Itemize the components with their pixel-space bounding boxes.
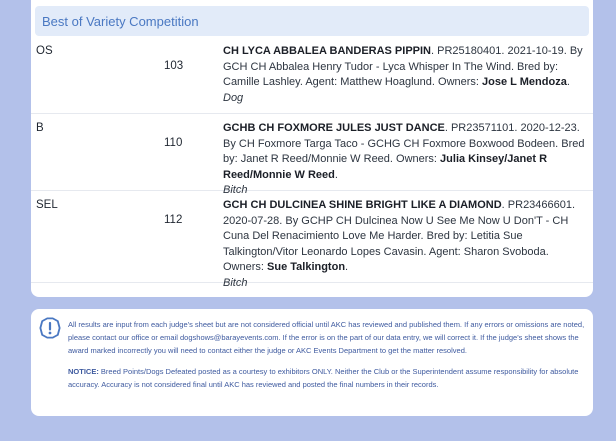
dog-sex: Bitch	[223, 184, 248, 196]
dog-owners: Sue Talkington	[267, 261, 346, 273]
card-header	[35, 6, 589, 36]
armband-number: 112	[164, 214, 183, 226]
notice-body: Breed Points/Dogs Defeated posted as a courtesy to exhibitors ONLY. Neither the Club or the Superintendent assume responsibility for absolute accuracy. Accuracy is not considered final until AKC has reviewed and posted the final numbers in their records.	[68, 367, 579, 389]
award-label: SEL	[36, 199, 58, 211]
result-row	[31, 36, 593, 114]
armband-number: 103	[164, 60, 184, 72]
alert-icon	[39, 317, 61, 339]
dog-description	[223, 121, 589, 199]
results-card	[31, 0, 593, 297]
dog-name: CH LYCA ABBALEA BANDERAS PIPPIN	[223, 45, 432, 57]
card-title: Best of Variety Competition	[42, 14, 199, 29]
dog-description	[223, 44, 589, 106]
disclaimer-text: All results are input from each judge's sheet but are not considered official until AKC has reviewed and published them. If any errors or omissions are noted, please contact our office or email dogshows@barayevents.com. If the error is on the part of our data entry, we will correct it. If the judge's sheet shows the award marked incorrectly you will need to contact either the judge or AKC Events Department to get the matter resolved.	[68, 320, 585, 355]
details-end: .	[345, 261, 349, 273]
notice-paragraph	[68, 365, 587, 391]
notice-label: NOTICE:	[68, 367, 99, 376]
dog-name: GCH CH DULCINEA SHINE BRIGHT LIKE A DIAMOND	[223, 199, 502, 211]
dog-owners: Jose L Mendoza	[482, 76, 567, 88]
dog-name: GCHB CH FOXMORE JULES JUST DANCE	[223, 122, 445, 134]
dog-sex: Bitch	[223, 276, 248, 289]
dog-owners: Julia Kinsey/Janet R Reed/Monnie W Reed	[223, 153, 548, 181]
details-end: .	[566, 76, 570, 88]
notice-panel	[31, 309, 593, 416]
notice-text	[68, 318, 587, 391]
details-end: .	[334, 168, 338, 181]
dog-sex: Dog	[223, 91, 244, 104]
dog-description	[223, 198, 589, 291]
dog-details: . PR23466601. 2020-07-28. By GCHP CH Dulcinea Now U See Me Now U Don'T - CH Cuna Del Renacimiento Love Me Harder. Bred by: Letitia Sue Talkington/Vitor Leonardo Lopes Cavasin. Agent: Sharon Svoboda. Owners:	[223, 199, 576, 273]
armband-number: 110	[164, 137, 183, 149]
dog-details: . PR25180401. 2021-10-19. By GCH CH Abbalea Henry Tudor - Lyca Whisper In The Wind. Bred by: Camille Lashley. Agent: Matthew Hoaglund. Owners:	[223, 45, 583, 88]
award-label: OS	[36, 45, 53, 57]
result-row	[31, 190, 593, 289]
award-label: B	[36, 122, 44, 134]
result-row	[31, 113, 593, 196]
dog-details: . PR23571101. 2020-12-23. By CH Foxmore Targa Taco - GCHG CH Foxmore Boxwood Bodeen. Bred by: Janet R Reed/Monnie W Reed. Owners:	[223, 122, 585, 165]
